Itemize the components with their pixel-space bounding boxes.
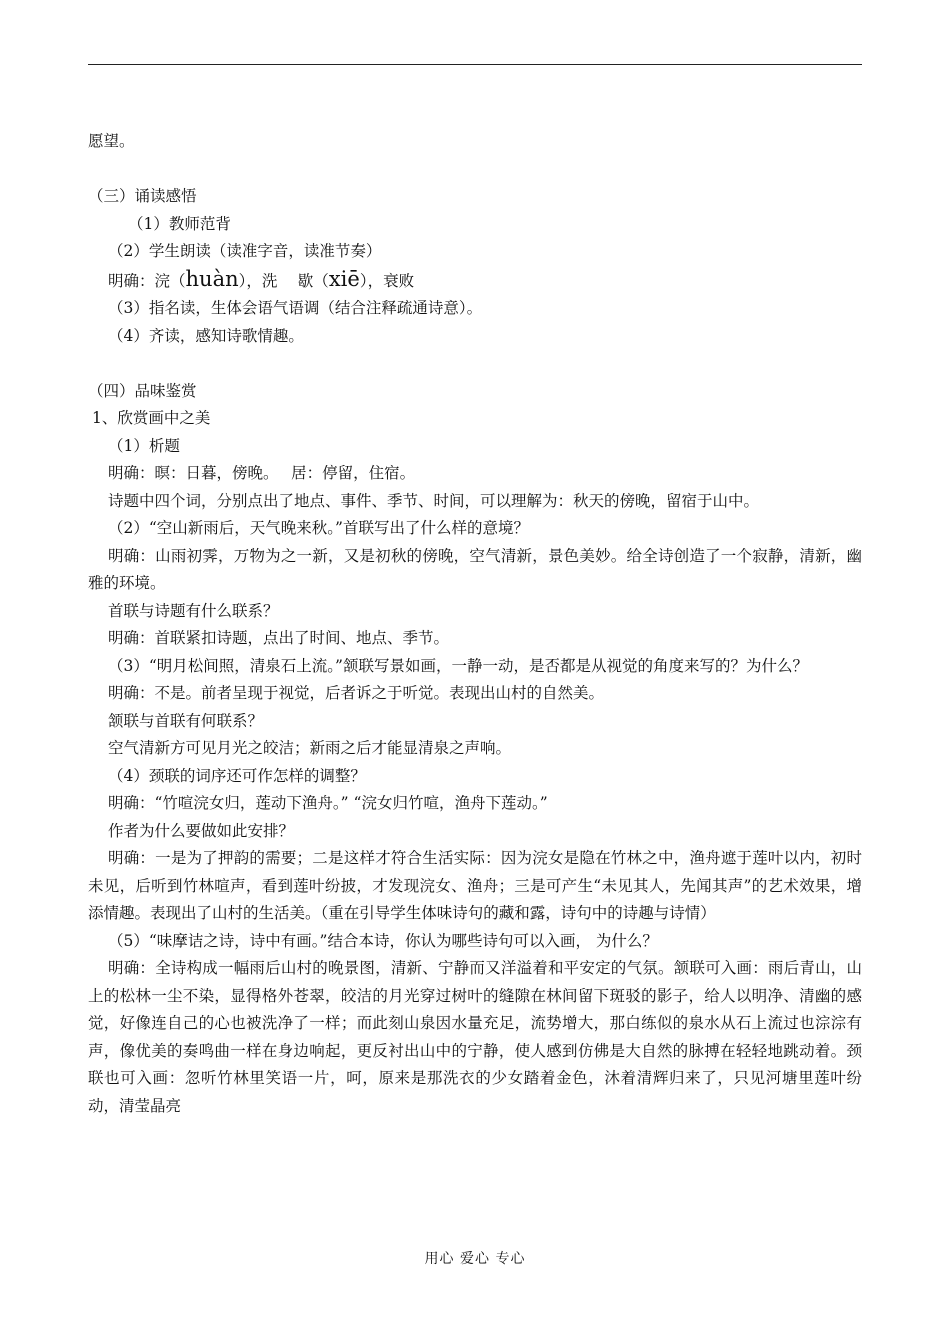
- header-rule: [88, 64, 862, 65]
- section-heading: （四）品味鉴赏: [88, 381, 197, 400]
- paragraph: 明确：一是为了押韵的需要；二是这样才符合生活实际：因为浣女是隐在竹林之中，渔舟遮于莲叶以内，初时未见，后听到竹林喧声，看到莲叶纷披，才发现浣女、渔舟；三是可产生“未见其人，先闻其声”的艺术效果，增添情趣。表现出了山村的生活美。（重在引导学生体味诗句的藏和露，诗句中的诗趣与诗情）: [88, 849, 862, 922]
- text-line: （5）“味摩诘之诗，诗中有画。”结合本诗，你认为哪些诗句可以入画， 为什么？: [108, 931, 658, 950]
- text-line: （3）指名读，生体会语气语调（结合注释疏通诗意）。: [108, 299, 483, 317]
- text-line: 颔联与首联有何联系？: [108, 711, 264, 730]
- text-line: 明确：不是。前者呈现于视觉，后者诉之于听觉。表现出山村的自然美。: [108, 684, 605, 702]
- text-line: 诗题中四个词，分别点出了地点、事件、季节、时间，可以理解为：秋天的傍晚，留宿于山中。: [108, 491, 760, 510]
- text-line: 明确：暝：日暮，傍晚。 居：停留，住宿。: [108, 464, 416, 482]
- text-line: 明确：“竹喧浣女归，莲动下渔舟。” “浣女归竹喧，渔舟下莲动。”: [108, 794, 548, 812]
- text-line: 明确：首联紧扣诗题，点出了时间、地点、季节。: [108, 629, 450, 647]
- text-line: 愿望。: [88, 132, 135, 150]
- text-line: （2）学生朗读（读准字音，读准节奏）: [108, 242, 382, 260]
- text-line: （4）颈联的词序还可作怎样的调整？: [108, 766, 366, 785]
- text-line: 作者为什么要做如此安排？: [108, 821, 295, 840]
- pinyin: xiē: [328, 266, 360, 291]
- text-line: （2）“空山新雨后，天气晚来秋。”首联写出了什么样的意境？: [108, 519, 529, 537]
- paragraph: （3）“明月松间照，清泉石上流。”颔联写景如画，一静一动，是否都是从视觉的角度来写的？为什么？: [108, 656, 808, 675]
- text-line: （4）齐读，感知诗歌情趣。: [108, 326, 304, 345]
- pinyin: huàn: [185, 266, 239, 291]
- document-body: [88, 128, 862, 1120]
- text-line: 首联与诗题有什么联系？: [108, 601, 279, 620]
- text-line: （1）析题: [108, 436, 180, 455]
- text-line: 空气清新方可见月光之皎洁；新雨之后才能显清泉之声响。: [108, 739, 512, 757]
- page-footer: 用心 爱心 专心: [424, 1251, 526, 1267]
- pronunciation-line: 明确：浣（huàn），洗 歇（xiē），衰败: [108, 266, 415, 291]
- paragraph: 明确：全诗构成一幅雨后山村的晚景图，清新、宁静而又洋溢着和平安定的气氛。颔联可入画：雨后青山，山上的松林一尘不染，显得格外苍翠，皎洁的月光穿过树叶的缝隙在林间留下斑驳的影子，给人以明净、清幽的感觉，好像连自己的心也被洗净了一样；而此刻山泉因水量充足，流势增大，那白练似的泉水从石上流过也淙淙有声，像优美的奏鸣曲一样在身边响起，更反衬出山中的宁静，使人感到仿佛是大自然的脉搏在轻轻地跳动着。颈联也可入画：忽听竹林里笑语一片，呵，原来是那洗衣的少女踏着金色，沐着清辉归来了，只见河塘里莲叶纷动，清莹晶亮: [88, 959, 862, 1115]
- section-heading: （三）诵读感悟: [88, 187, 197, 205]
- text-line: （1）教师范背: [128, 214, 231, 233]
- paragraph: 明确：山雨初霁，万物为之一新，又是初秋的傍晚，空气清新，景色美妙。给全诗创造了一个寂静，清新，幽雅的环境。: [88, 546, 862, 592]
- subsection-heading: 1、欣赏画中之美: [92, 409, 211, 427]
